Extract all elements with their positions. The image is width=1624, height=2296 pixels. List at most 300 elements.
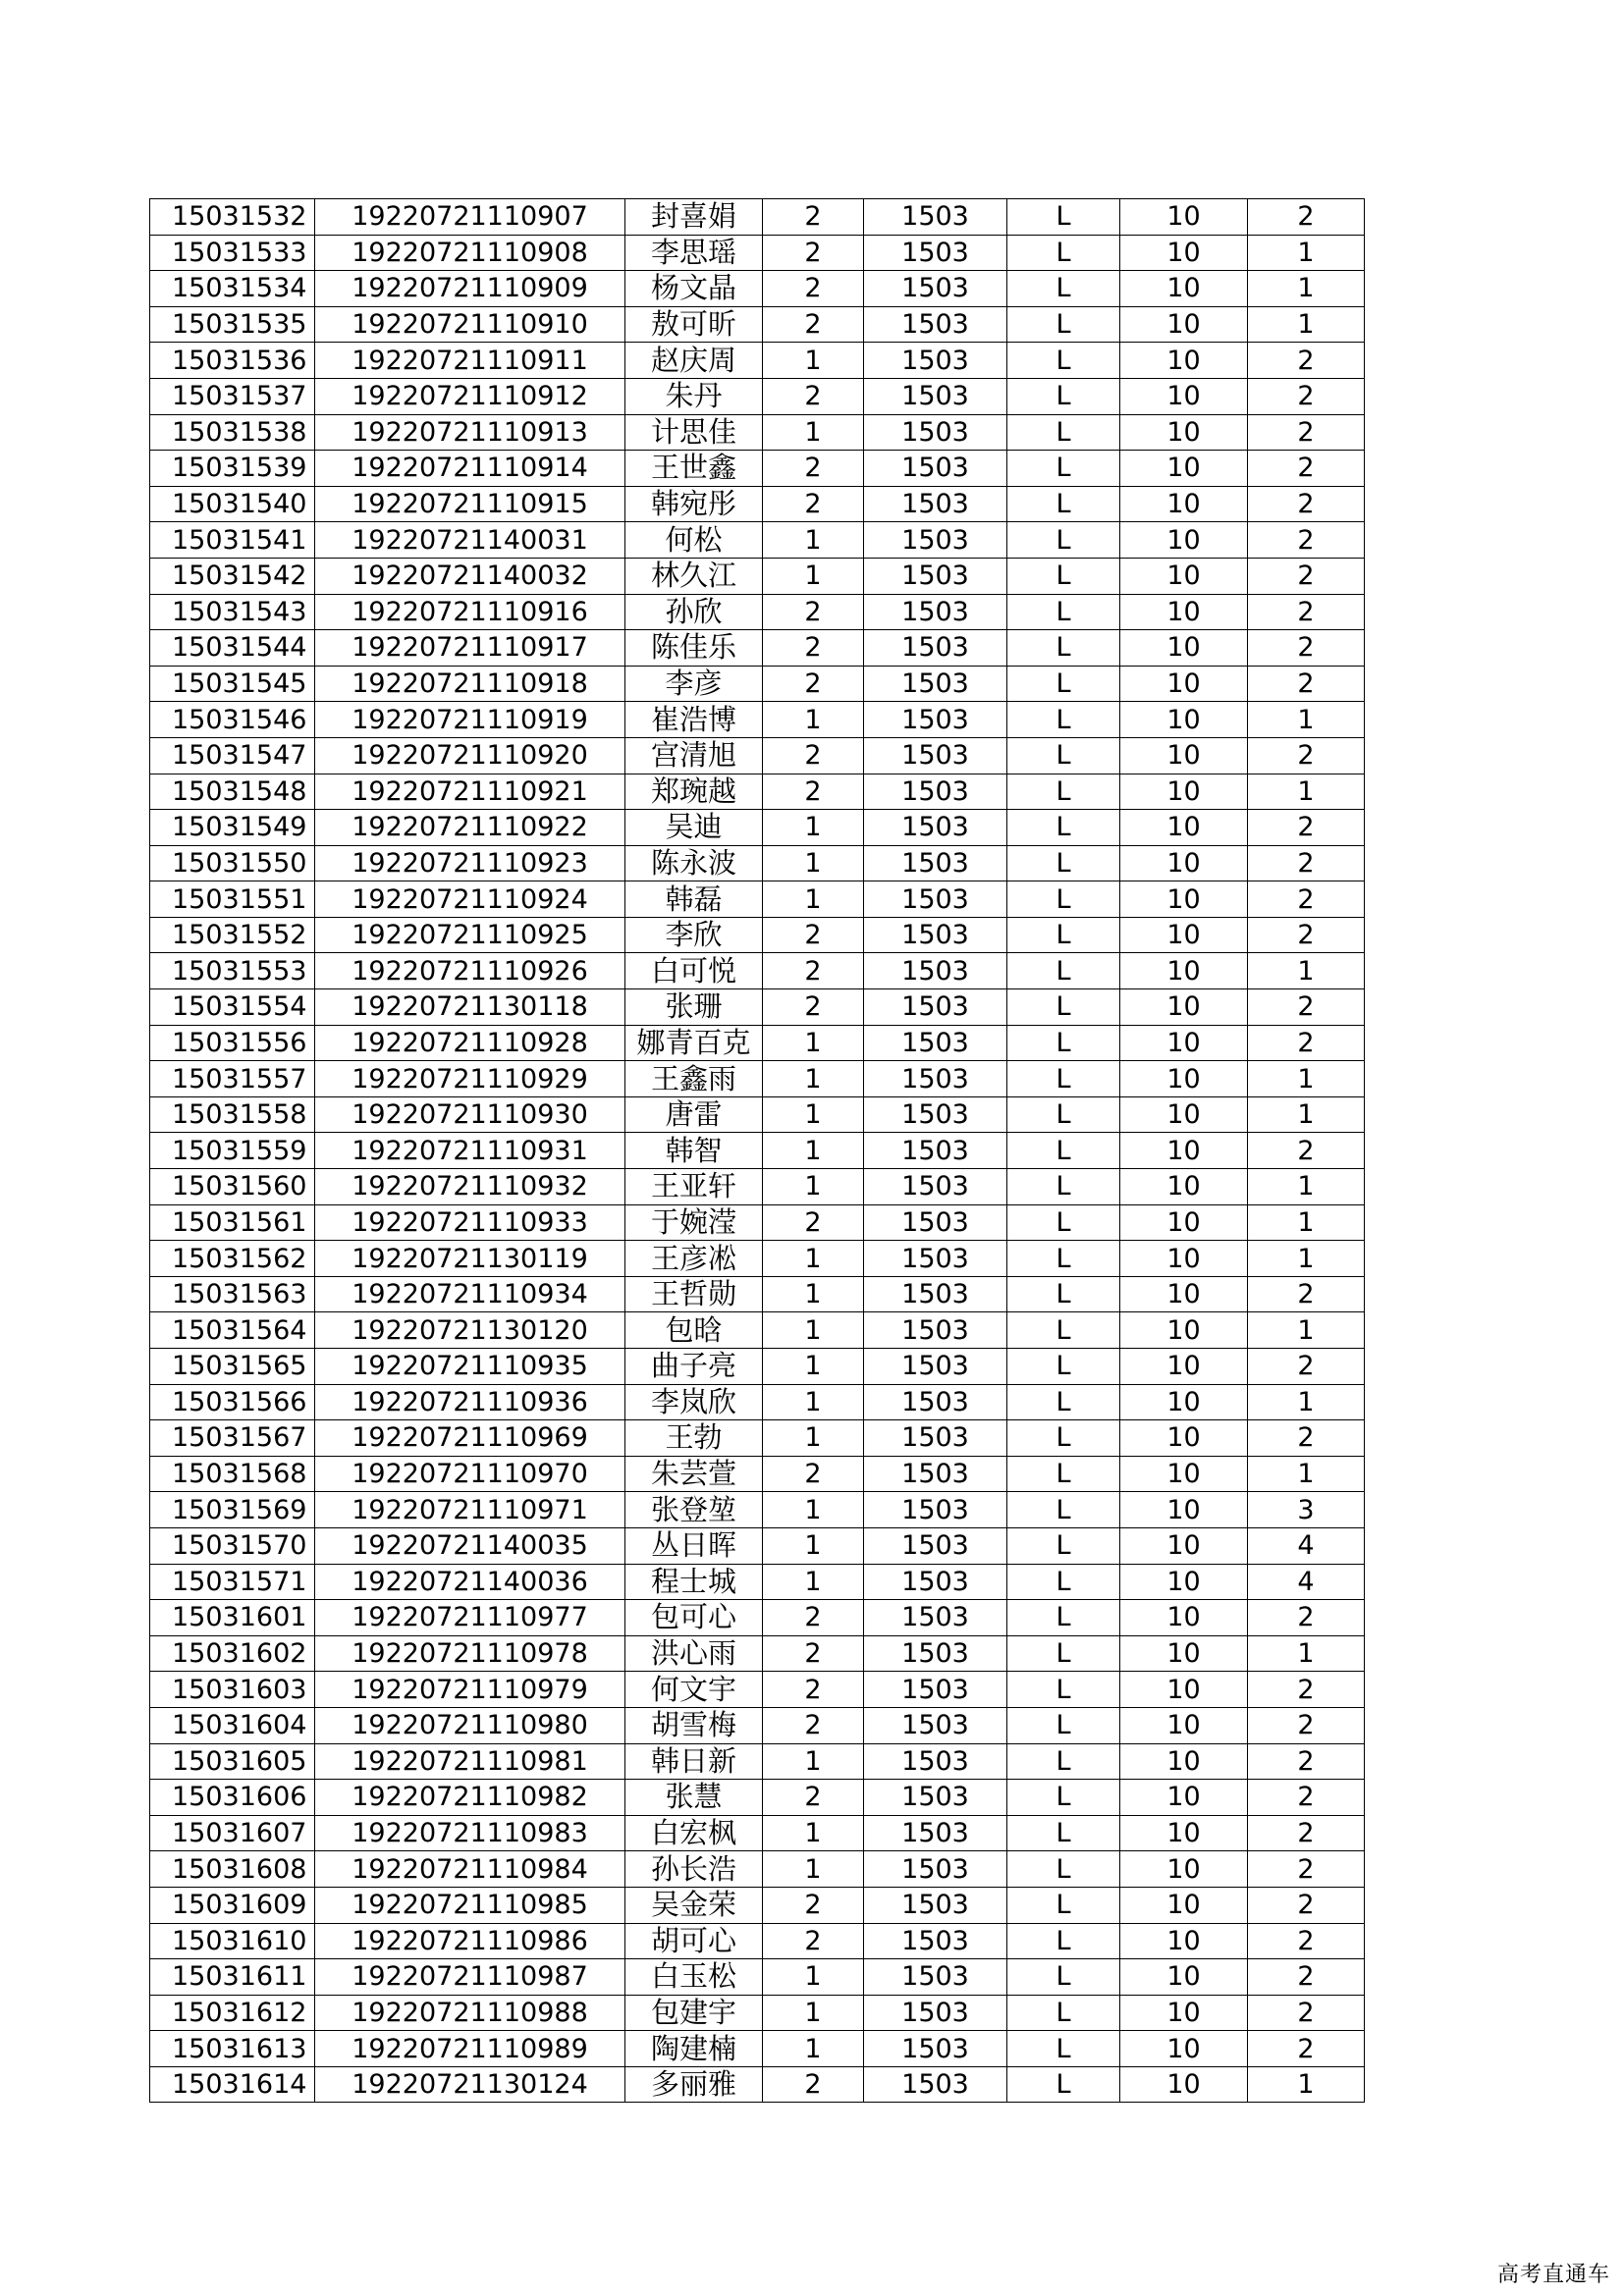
exam-id-cell: 19220721110929	[315, 1061, 625, 1097]
table-row	[150, 881, 1365, 918]
exam-id-cell: 19220721110912	[315, 378, 625, 414]
value-cell: 1	[1248, 774, 1365, 810]
grade-cell: 10	[1120, 1815, 1248, 1851]
category-cell: L	[1007, 666, 1120, 702]
student-number-cell: 15031550	[150, 845, 315, 881]
table-row	[150, 378, 1365, 414]
exam-id-cell: 19220721110983	[315, 1815, 625, 1851]
gender-code-cell: 1	[763, 1025, 864, 1061]
class-code-cell: 1503	[864, 1707, 1007, 1743]
value-cell: 2	[1248, 378, 1365, 414]
table-row	[150, 1420, 1365, 1457]
category-cell: L	[1007, 1851, 1120, 1888]
class-code-cell: 1503	[864, 1312, 1007, 1349]
table-row	[150, 558, 1365, 594]
name-cell: 白宏枫	[625, 1815, 763, 1851]
student-number-cell: 15031570	[150, 1527, 315, 1564]
exam-id-cell: 19220721110916	[315, 594, 625, 630]
table-row	[150, 522, 1365, 559]
class-code-cell: 1503	[864, 343, 1007, 379]
gender-code-cell: 1	[763, 414, 864, 451]
name-cell: 韩磊	[625, 881, 763, 918]
name-cell: 吴金荣	[625, 1887, 763, 1923]
grade-cell: 10	[1120, 235, 1248, 271]
value-cell: 2	[1248, 1743, 1365, 1780]
exam-id-cell: 19220721110930	[315, 1096, 625, 1133]
exam-id-cell: 19220721110909	[315, 271, 625, 307]
name-cell: 王亚轩	[625, 1169, 763, 1205]
value-cell: 1	[1248, 953, 1365, 989]
value-cell: 2	[1248, 1780, 1365, 1816]
exam-id-cell: 19220721110933	[315, 1204, 625, 1241]
grade-cell: 10	[1120, 989, 1248, 1026]
exam-id-cell: 19220721130118	[315, 989, 625, 1026]
grade-cell: 10	[1120, 306, 1248, 343]
exam-id-cell: 19220721110924	[315, 881, 625, 918]
value-cell: 1	[1248, 1096, 1365, 1133]
value-cell: 2	[1248, 1707, 1365, 1743]
table-row	[150, 594, 1365, 630]
grade-cell: 10	[1120, 2066, 1248, 2103]
exam-id-cell: 19220721110928	[315, 1025, 625, 1061]
gender-code-cell: 1	[763, 1492, 864, 1528]
name-cell: 敖可昕	[625, 306, 763, 343]
grade-cell: 10	[1120, 810, 1248, 846]
gender-code-cell: 1	[763, 1851, 864, 1888]
table-row	[150, 1276, 1365, 1312]
table-row	[150, 1995, 1365, 2031]
student-number-cell: 15031562	[150, 1241, 315, 1277]
class-code-cell: 1503	[864, 558, 1007, 594]
class-code-cell: 1503	[864, 1349, 1007, 1385]
category-cell: L	[1007, 1133, 1120, 1169]
category-cell: L	[1007, 1025, 1120, 1061]
class-code-cell: 1503	[864, 1169, 1007, 1205]
gender-code-cell: 1	[763, 702, 864, 738]
class-code-cell: 1503	[864, 486, 1007, 522]
table-row	[150, 1349, 1365, 1385]
name-cell: 韩日新	[625, 1743, 763, 1780]
grade-cell: 10	[1120, 1241, 1248, 1277]
category-cell: L	[1007, 881, 1120, 918]
table-row	[150, 737, 1365, 774]
value-cell: 2	[1248, 451, 1365, 487]
gender-code-cell: 1	[763, 1349, 864, 1385]
grade-cell: 10	[1120, 1025, 1248, 1061]
table-row	[150, 1851, 1365, 1888]
value-cell: 2	[1248, 558, 1365, 594]
exam-id-cell: 19220721110910	[315, 306, 625, 343]
table-row	[150, 989, 1365, 1026]
value-cell: 1	[1248, 2066, 1365, 2103]
value-cell: 2	[1248, 1276, 1365, 1312]
name-cell: 王彦凇	[625, 1241, 763, 1277]
grade-cell: 10	[1120, 1959, 1248, 1996]
name-cell: 王哲勋	[625, 1276, 763, 1312]
grade-cell: 10	[1120, 1061, 1248, 1097]
category-cell: L	[1007, 558, 1120, 594]
gender-code-cell: 2	[763, 1456, 864, 1492]
table-row	[150, 271, 1365, 307]
name-cell: 胡雪梅	[625, 1707, 763, 1743]
class-code-cell: 1503	[864, 1995, 1007, 2031]
name-cell: 白可悦	[625, 953, 763, 989]
value-cell: 2	[1248, 917, 1365, 953]
name-cell: 崔浩博	[625, 702, 763, 738]
category-cell: L	[1007, 378, 1120, 414]
name-cell: 孙欣	[625, 594, 763, 630]
gender-code-cell: 1	[763, 522, 864, 559]
exam-id-cell: 19220721110925	[315, 917, 625, 953]
category-cell: L	[1007, 702, 1120, 738]
category-cell: L	[1007, 1923, 1120, 1959]
student-number-cell: 15031532	[150, 199, 315, 236]
student-number-cell: 15031601	[150, 1600, 315, 1636]
name-cell: 韩宛彤	[625, 486, 763, 522]
student-number-cell: 15031612	[150, 1995, 315, 2031]
class-code-cell: 1503	[864, 1743, 1007, 1780]
name-cell: 丛日晖	[625, 1527, 763, 1564]
value-cell: 1	[1248, 702, 1365, 738]
class-code-cell: 1503	[864, 235, 1007, 271]
value-cell: 1	[1248, 1384, 1365, 1420]
table-row	[150, 1241, 1365, 1277]
watermark-text: 高考直通车	[1496, 2263, 1610, 2287]
grade-cell: 10	[1120, 845, 1248, 881]
value-cell: 3	[1248, 1492, 1365, 1528]
class-code-cell: 1503	[864, 630, 1007, 667]
grade-cell: 10	[1120, 1995, 1248, 2031]
student-number-cell: 15031558	[150, 1096, 315, 1133]
category-cell: L	[1007, 414, 1120, 451]
exam-id-cell: 19220721110923	[315, 845, 625, 881]
exam-id-cell: 19220721140036	[315, 1564, 625, 1600]
exam-id-cell: 19220721110981	[315, 1743, 625, 1780]
category-cell: L	[1007, 2066, 1120, 2103]
exam-id-cell: 19220721110915	[315, 486, 625, 522]
name-cell: 白玉松	[625, 1959, 763, 1996]
value-cell: 2	[1248, 630, 1365, 667]
name-cell: 陈佳乐	[625, 630, 763, 667]
exam-id-cell: 19220721140031	[315, 522, 625, 559]
name-cell: 李岚欣	[625, 1384, 763, 1420]
exam-id-cell: 19220721110969	[315, 1420, 625, 1457]
exam-id-cell: 19220721110920	[315, 737, 625, 774]
table-row	[150, 199, 1365, 236]
category-cell: L	[1007, 1096, 1120, 1133]
exam-id-cell: 19220721110971	[315, 1492, 625, 1528]
exam-id-cell: 19220721110918	[315, 666, 625, 702]
value-cell: 2	[1248, 1349, 1365, 1385]
table-row	[150, 1384, 1365, 1420]
class-code-cell: 1503	[864, 1241, 1007, 1277]
class-code-cell: 1503	[864, 1780, 1007, 1816]
name-cell: 多丽雅	[625, 2066, 763, 2103]
gender-code-cell: 2	[763, 1672, 864, 1708]
value-cell: 2	[1248, 1600, 1365, 1636]
value-cell: 2	[1248, 737, 1365, 774]
table-row	[150, 451, 1365, 487]
category-cell: L	[1007, 1492, 1120, 1528]
table-row	[150, 343, 1365, 379]
name-cell: 朱芸萱	[625, 1456, 763, 1492]
gender-code-cell: 2	[763, 199, 864, 236]
class-code-cell: 1503	[864, 306, 1007, 343]
table-row	[150, 1887, 1365, 1923]
exam-id-cell: 19220721110908	[315, 235, 625, 271]
exam-id-cell: 19220721110919	[315, 702, 625, 738]
student-number-cell: 15031545	[150, 666, 315, 702]
category-cell: L	[1007, 810, 1120, 846]
table-row	[150, 630, 1365, 667]
gender-code-cell: 2	[763, 1707, 864, 1743]
value-cell: 2	[1248, 486, 1365, 522]
grade-cell: 10	[1120, 558, 1248, 594]
gender-code-cell: 1	[763, 1815, 864, 1851]
grade-cell: 10	[1120, 917, 1248, 953]
gender-code-cell: 1	[763, 881, 864, 918]
grade-cell: 10	[1120, 953, 1248, 989]
grade-cell: 10	[1120, 1276, 1248, 1312]
value-cell: 1	[1248, 1456, 1365, 1492]
grade-cell: 10	[1120, 1349, 1248, 1385]
exam-id-cell: 19220721110926	[315, 953, 625, 989]
grade-cell: 10	[1120, 1204, 1248, 1241]
value-cell: 1	[1248, 1169, 1365, 1205]
grade-cell: 10	[1120, 702, 1248, 738]
name-cell: 洪心雨	[625, 1635, 763, 1672]
exam-id-cell: 19220721110980	[315, 1707, 625, 1743]
class-code-cell: 1503	[864, 199, 1007, 236]
class-code-cell: 1503	[864, 1672, 1007, 1708]
name-cell: 陈永波	[625, 845, 763, 881]
category-cell: L	[1007, 917, 1120, 953]
student-number-cell: 15031553	[150, 953, 315, 989]
name-cell: 包可心	[625, 1600, 763, 1636]
student-number-cell: 15031610	[150, 1923, 315, 1959]
category-cell: L	[1007, 1707, 1120, 1743]
grade-cell: 10	[1120, 1743, 1248, 1780]
grade-cell: 10	[1120, 1887, 1248, 1923]
value-cell: 1	[1248, 1312, 1365, 1349]
category-cell: L	[1007, 1743, 1120, 1780]
name-cell: 包晗	[625, 1312, 763, 1349]
class-code-cell: 1503	[864, 1384, 1007, 1420]
grade-cell: 10	[1120, 774, 1248, 810]
name-cell: 胡可心	[625, 1923, 763, 1959]
class-code-cell: 1503	[864, 1025, 1007, 1061]
name-cell: 张珊	[625, 989, 763, 1026]
exam-id-cell: 19220721110907	[315, 199, 625, 236]
category-cell: L	[1007, 737, 1120, 774]
table-row	[150, 1959, 1365, 1996]
grade-cell: 10	[1120, 1169, 1248, 1205]
table-row	[150, 1780, 1365, 1816]
student-roster-table	[149, 198, 1365, 2103]
name-cell: 郑琬越	[625, 774, 763, 810]
grade-cell: 10	[1120, 486, 1248, 522]
table-row	[150, 414, 1365, 451]
category-cell: L	[1007, 486, 1120, 522]
exam-id-cell: 19220721110979	[315, 1672, 625, 1708]
student-number-cell: 15031551	[150, 881, 315, 918]
category-cell: L	[1007, 1204, 1120, 1241]
exam-id-cell: 19220721110936	[315, 1384, 625, 1420]
table-row	[150, 702, 1365, 738]
student-number-cell: 15031611	[150, 1959, 315, 1996]
table-row	[150, 306, 1365, 343]
student-number-cell: 15031613	[150, 2031, 315, 2067]
table-row	[150, 1923, 1365, 1959]
grade-cell: 10	[1120, 1492, 1248, 1528]
table-row	[150, 1600, 1365, 1636]
student-number-cell: 15031535	[150, 306, 315, 343]
category-cell: L	[1007, 1887, 1120, 1923]
category-cell: L	[1007, 1600, 1120, 1636]
table-row	[150, 1061, 1365, 1097]
value-cell: 2	[1248, 2031, 1365, 2067]
gender-code-cell: 1	[763, 845, 864, 881]
class-code-cell: 1503	[864, 1061, 1007, 1097]
name-cell: 王鑫雨	[625, 1061, 763, 1097]
grade-cell: 10	[1120, 1564, 1248, 1600]
student-number-cell: 15031552	[150, 917, 315, 953]
exam-id-cell: 19220721110982	[315, 1780, 625, 1816]
category-cell: L	[1007, 1635, 1120, 1672]
name-cell: 吴迪	[625, 810, 763, 846]
exam-id-cell: 19220721130124	[315, 2066, 625, 2103]
grade-cell: 10	[1120, 737, 1248, 774]
name-cell: 王勃	[625, 1420, 763, 1457]
exam-id-cell: 19220721130119	[315, 1241, 625, 1277]
exam-id-cell: 19220721140035	[315, 1527, 625, 1564]
category-cell: L	[1007, 199, 1120, 236]
student-number-cell: 15031540	[150, 486, 315, 522]
exam-id-cell: 19220721110922	[315, 810, 625, 846]
category-cell: L	[1007, 1420, 1120, 1457]
class-code-cell: 1503	[864, 594, 1007, 630]
table-row	[150, 810, 1365, 846]
table-row	[150, 1707, 1365, 1743]
class-code-cell: 1503	[864, 1815, 1007, 1851]
category-cell: L	[1007, 1169, 1120, 1205]
grade-cell: 10	[1120, 1527, 1248, 1564]
name-cell: 林久江	[625, 558, 763, 594]
gender-code-cell: 1	[763, 1420, 864, 1457]
student-number-cell: 15031567	[150, 1420, 315, 1457]
table-row	[150, 1743, 1365, 1780]
table-row	[150, 917, 1365, 953]
exam-id-cell: 19220721110914	[315, 451, 625, 487]
student-number-cell: 15031606	[150, 1780, 315, 1816]
class-code-cell: 1503	[864, 1887, 1007, 1923]
value-cell: 2	[1248, 199, 1365, 236]
gender-code-cell: 2	[763, 989, 864, 1026]
class-code-cell: 1503	[864, 1527, 1007, 1564]
class-code-cell: 1503	[864, 1420, 1007, 1457]
value-cell: 1	[1248, 1635, 1365, 1672]
gender-code-cell: 2	[763, 594, 864, 630]
category-cell: L	[1007, 989, 1120, 1026]
value-cell: 2	[1248, 1959, 1365, 1996]
value-cell: 2	[1248, 1815, 1365, 1851]
gender-code-cell: 2	[763, 2066, 864, 2103]
category-cell: L	[1007, 235, 1120, 271]
table-row	[150, 1133, 1365, 1169]
exam-id-cell: 19220721110989	[315, 2031, 625, 2067]
exam-id-cell: 19220721130120	[315, 1312, 625, 1349]
grade-cell: 10	[1120, 378, 1248, 414]
class-code-cell: 1503	[864, 1851, 1007, 1888]
student-number-cell: 15031560	[150, 1169, 315, 1205]
table-row	[150, 845, 1365, 881]
student-number-cell: 15031556	[150, 1025, 315, 1061]
category-cell: L	[1007, 1276, 1120, 1312]
gender-code-cell: 1	[763, 1061, 864, 1097]
exam-id-cell: 19220721110978	[315, 1635, 625, 1672]
student-number-cell: 15031571	[150, 1564, 315, 1600]
value-cell: 1	[1248, 1204, 1365, 1241]
class-code-cell: 1503	[864, 1959, 1007, 1996]
table-row	[150, 1564, 1365, 1600]
name-cell: 宫清旭	[625, 737, 763, 774]
student-number-cell: 15031607	[150, 1815, 315, 1851]
exam-id-cell: 19220721110913	[315, 414, 625, 451]
student-number-cell: 15031538	[150, 414, 315, 451]
student-number-cell: 15031557	[150, 1061, 315, 1097]
category-cell: L	[1007, 594, 1120, 630]
class-code-cell: 1503	[864, 666, 1007, 702]
table-row	[150, 1635, 1365, 1672]
student-number-cell: 15031568	[150, 1456, 315, 1492]
table-row	[150, 774, 1365, 810]
class-code-cell: 1503	[864, 1492, 1007, 1528]
name-cell: 杨文晶	[625, 271, 763, 307]
name-cell: 何松	[625, 522, 763, 559]
table-row	[150, 1025, 1365, 1061]
grade-cell: 10	[1120, 199, 1248, 236]
gender-code-cell: 2	[763, 666, 864, 702]
grade-cell: 10	[1120, 1923, 1248, 1959]
class-code-cell: 1503	[864, 1456, 1007, 1492]
value-cell: 2	[1248, 989, 1365, 1026]
gender-code-cell: 2	[763, 451, 864, 487]
class-code-cell: 1503	[864, 737, 1007, 774]
exam-id-cell: 19220721110911	[315, 343, 625, 379]
gender-code-cell: 2	[763, 1923, 864, 1959]
gender-code-cell: 2	[763, 737, 864, 774]
category-cell: L	[1007, 1061, 1120, 1097]
category-cell: L	[1007, 2031, 1120, 2067]
grade-cell: 10	[1120, 1851, 1248, 1888]
category-cell: L	[1007, 1349, 1120, 1385]
class-code-cell: 1503	[864, 989, 1007, 1026]
category-cell: L	[1007, 630, 1120, 667]
value-cell: 2	[1248, 810, 1365, 846]
class-code-cell: 1503	[864, 917, 1007, 953]
class-code-cell: 1503	[864, 774, 1007, 810]
table-row	[150, 1204, 1365, 1241]
value-cell: 1	[1248, 1061, 1365, 1097]
class-code-cell: 1503	[864, 451, 1007, 487]
value-cell: 2	[1248, 1420, 1365, 1457]
value-cell: 2	[1248, 414, 1365, 451]
name-cell: 曲子亮	[625, 1349, 763, 1385]
category-cell: L	[1007, 1815, 1120, 1851]
grade-cell: 10	[1120, 630, 1248, 667]
category-cell: L	[1007, 1564, 1120, 1600]
class-code-cell: 1503	[864, 1096, 1007, 1133]
